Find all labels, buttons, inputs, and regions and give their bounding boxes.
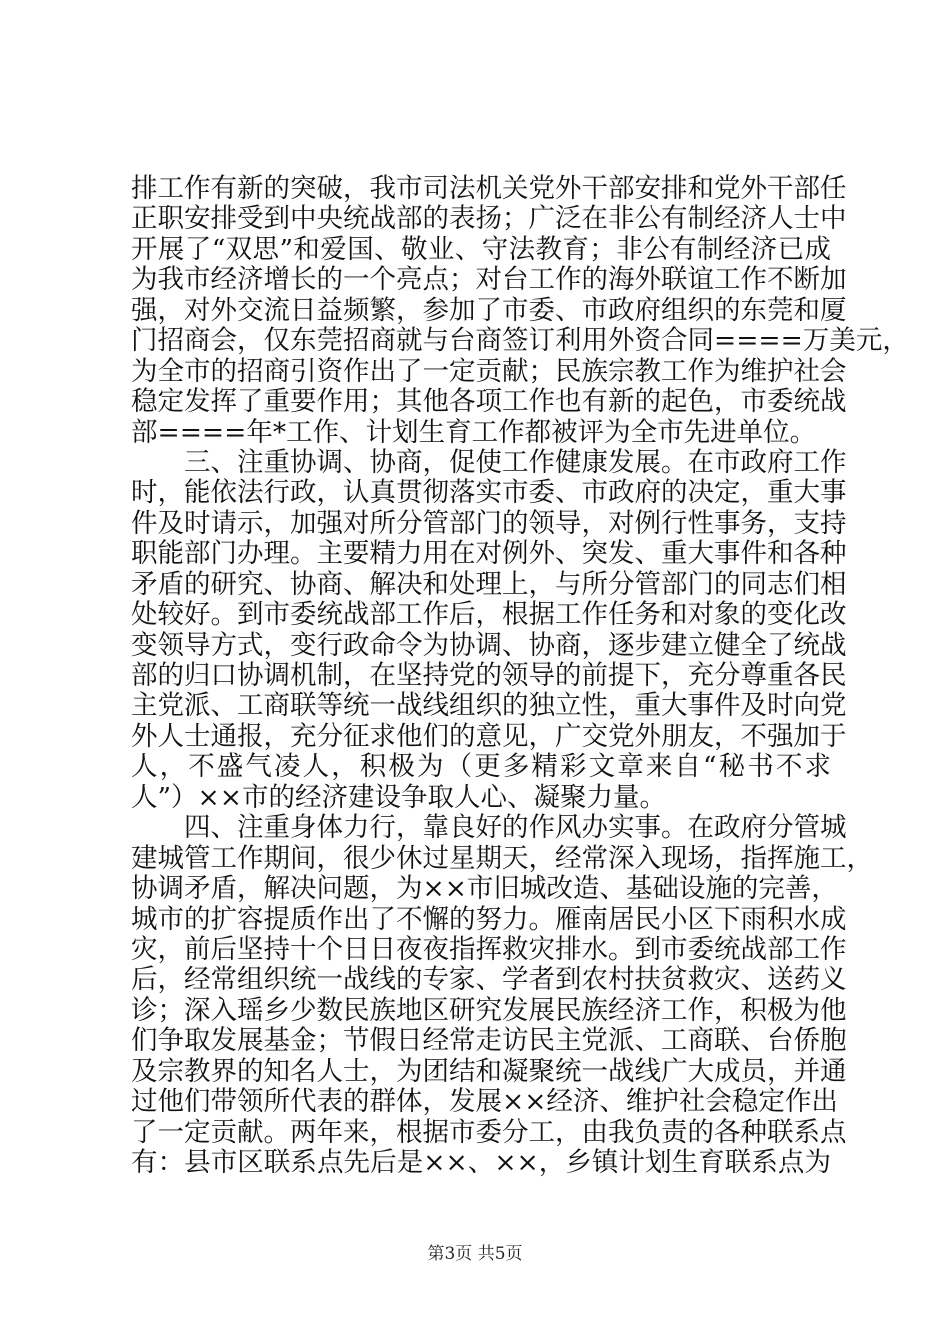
text-line: 协调矛盾，解决问题，为××市旧城改造、基础设施的完善， <box>131 873 838 905</box>
text-line: 排工作有新的突破，我市司法机关党外干部安排和党外干部任 <box>131 173 847 204</box>
page-number-footer: 第3页 共5页 <box>427 1244 523 1264</box>
text-line: 矛盾的研究、协商、解决和处理上，与所分管部门的同志们相 <box>131 568 847 600</box>
text-line: 建城管工作期间，很少休过星期天，经常深入现场，指挥施工， <box>131 842 873 874</box>
text-line: 时，能依法行政，认真贯彻落实市委、市政府的决定，重大事 <box>131 477 847 509</box>
text-line: 变领导方式，变行政命令为协调、协商，逐步建立健全了统战 <box>131 629 847 661</box>
text-line: 外人士通报，充分征求他们的意见，广交党外朋友，不强加于 <box>131 720 847 752</box>
text-line: 处较好。到市委统战部工作后，根据工作任务和对象的变化改 <box>131 599 847 631</box>
text-line: 人”）××市的经济建设争取人心、凝聚力量。 <box>131 781 666 813</box>
text-line: 门招商会，仅东莞招商就与台商签订利用外资合同====万美元， <box>131 325 909 357</box>
text-line: 后，经常组织统一战线的专家、学者到农村扶贫救灾、送药义 <box>131 964 847 996</box>
text-line: 诊；深入瑶乡少数民族地区研究发展民族经济工作，积极为他 <box>131 994 847 1026</box>
text-line: 为全市的招商引资作出了一定贡献；民族宗教工作为维护社会 <box>131 355 847 387</box>
text-line: 灾，前后坚持十个日日夜夜指挥救灾排水。到市委统战部工作 <box>131 933 847 965</box>
text-line: 四、注重身体力行，靠良好的作风办实事。在政府分管城 <box>131 812 847 844</box>
text-line: 开展了“双思”和爱国、敬业、守法教育；非公有制经济已成 <box>131 233 831 265</box>
text-line: 稳定发挥了重要作用；其他各项工作也有新的起色，市委统战 <box>131 386 847 418</box>
text-line: 过他们带领所代表的群体，发展××经济、维护社会稳定作出 <box>131 1086 838 1118</box>
text-line: 人，不盛气凌人，积极为（更多精彩文章来自“秘书不求 <box>131 751 831 783</box>
text-line: 了一定贡献。两年来，根据市委分工，由我负责的各种联系点 <box>131 1116 847 1148</box>
text-line: 三、注重协调、协商，促使工作健康发展。在市政府工作 <box>131 446 847 478</box>
text-line: 职能部门办理。主要精力用在对例外、突发、重大事件和各种 <box>131 538 847 570</box>
text-line: 部====年*工作、计划生育工作都被评为全市先进单位。 <box>131 416 817 448</box>
text-line: 部的归口协调机制，在坚持党的领导的前提下，充分尊重各民 <box>131 660 847 691</box>
text-line: 强，对外交流日益频繁，参加了市委、市政府组织的东莞和厦 <box>131 294 847 326</box>
text-line: 为我市经济增长的一个亮点；对台工作的海外联谊工作不断加 <box>131 264 847 296</box>
text-line: 件及时请示，加强对所分管部门的领导，对例行性事务，支持 <box>131 507 847 539</box>
text-line: 正职安排受到中央统战部的表扬；广泛在非公有制经济人士中 <box>131 203 847 235</box>
text-line: 有：县市区联系点先后是××、××，乡镇计划生育联系点为 <box>131 1147 831 1178</box>
text-line: 及宗教界的知名人士，为团结和凝聚统一战线广大成员，并通 <box>131 1055 847 1087</box>
text-line: 主党派、工商联等统一战线组织的独立性，重大事件及时向党 <box>131 690 847 722</box>
text-line: 们争取发展基金；节假日经常走访民主党派、工商联、台侨胞 <box>131 1025 847 1057</box>
text-line: 城市的扩容提质作出了不懈的努力。雁南居民小区下雨积水成 <box>131 903 847 935</box>
